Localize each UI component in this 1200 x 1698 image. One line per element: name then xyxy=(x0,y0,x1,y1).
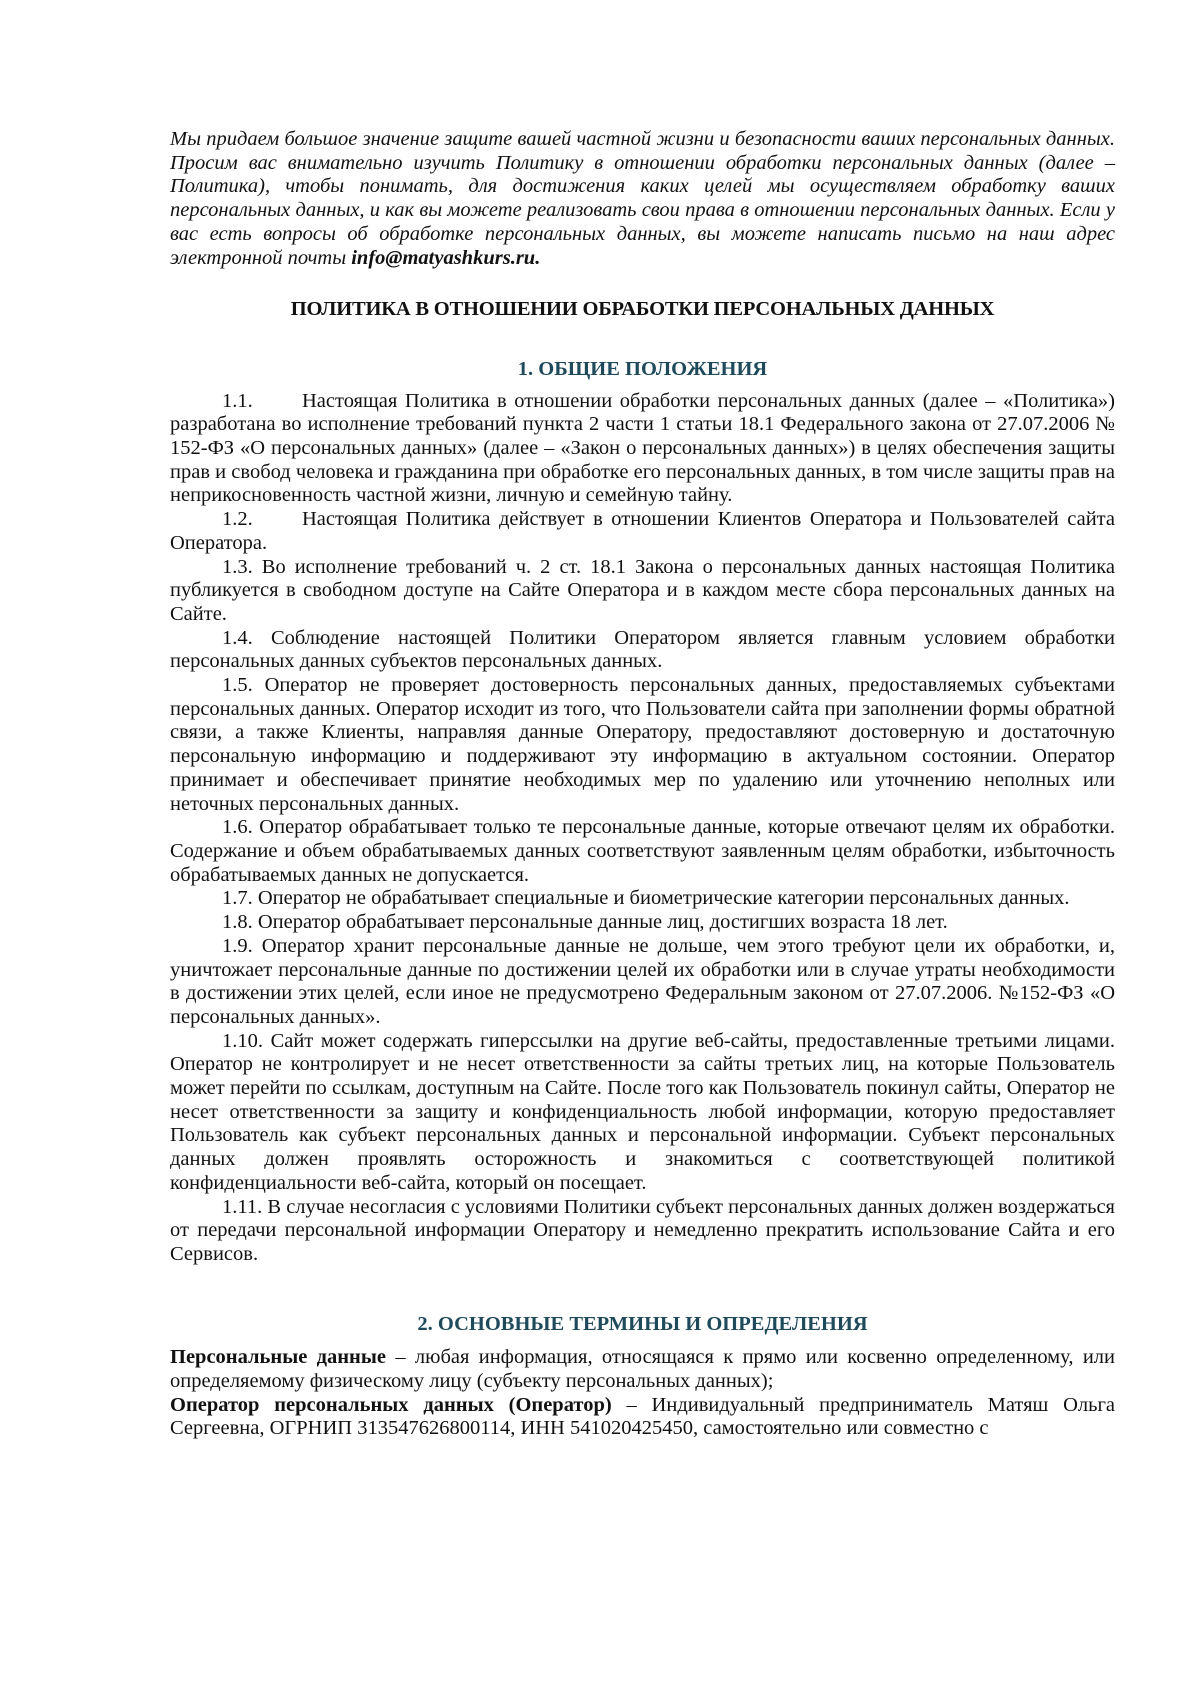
clause-text: Сайт может содержать гиперссылки на другие веб-сайты, предоставленные третьими лицами. Оператор не контролирует и не несет ответственности за сайты третьих лиц, на которые Пользователь может перейти по ссылкам, доступным на Сайте. После того как Пользователь покинул сайты, Оператор не несет ответственности за защиту и конфиденциальность любой информации, которую предоставляет Пользователь как субъект персональных данных и персональной информации. Субъект персональных данных должен проявлять осторожность и знакомиться с соответствующей политикой конфиденциальности веб-сайта, который он посещает. xyxy=(170,1029,1116,1194)
clause-text: Во исполнение требований ч. 2 ст. 18.1 Закона о персональных данных настоящая Политика публикуется в свободном доступе на Сайте Оператора и в каждом месте сбора персональных данных на Сайте. xyxy=(170,555,1116,625)
clause-text: Оператор не обрабатывает специальные и биометрические категории персональных данных. xyxy=(257,887,1070,910)
clause-1-8 xyxy=(170,911,1115,935)
clause-number: 1.11. xyxy=(222,1195,263,1218)
clause-number: 1.6. xyxy=(222,816,253,839)
clause-text: Оператор обрабатывает персональные данные лиц, достигших возраста 18 лет. xyxy=(257,911,948,934)
document-title: ПОЛИТИКА В ОТНОШЕНИИ ОБРАБОТКИ ПЕРСОНАЛЬНЫХ ДАННЫХ xyxy=(290,298,995,321)
clause-text: Соблюдение настоящей Политики Оператором является главным условием обработки персональных данных субъектов персональных данных. xyxy=(170,626,1116,673)
clause-1-11 xyxy=(170,1196,1115,1267)
term-name: Оператор персональных данных (Оператор) xyxy=(170,1393,612,1416)
clause-number: 1.7. xyxy=(222,887,253,910)
clause-text: Настоящая Политика в отношении обработки персональных данных (далее – «Политика») разработана во исполнение требований пункта 2 части 1 статьи 18.1 Федерального закона от 27.07.2006 № 152-ФЗ «О персональных данных» (далее – «Закон о персональных данных») в целях обеспечения защиты прав и свобод человека и гражданина при обработке его персональных данных, в том числе защиты прав на неприкосновенность частной жизни, личную и семейную тайну. xyxy=(170,389,1115,507)
clause-1-1 xyxy=(170,390,1115,509)
section-2-heading: 2. ОСНОВНЫЕ ТЕРМИНЫ И ОПРЕДЕЛЕНИЯ xyxy=(417,1312,868,1335)
term-personal-data xyxy=(170,1346,1115,1393)
clause-text: В случае несогласия с условиями Политики субъект персональных данных должен воздержаться от передачи персональной информации Оператору и немедленно прекратить использование Сайта и его Сервисов. xyxy=(170,1195,1115,1265)
clause-1-9 xyxy=(170,935,1115,1030)
clause-text: Оператор обрабатывает только те персональные данные, которые отвечают целям их обработки. Содержание и объем обрабатываемых данных соответствуют заявленным целям обработки, избыточность обрабатываемых данных не допускается. xyxy=(170,816,1116,886)
clause-number: 1.4. xyxy=(222,626,253,649)
clause-number: 1.8. xyxy=(222,911,253,934)
term-definition: – Индивидуальный предприниматель Матяш Ольга Сергеевна, ОГРНИП 313547626800114, ИНН 541020425450, самостоятельно или совместно с xyxy=(170,1393,1115,1440)
intro-paragraph xyxy=(170,128,1115,270)
clause-1-6 xyxy=(170,816,1115,887)
clause-number: 1.1. xyxy=(222,389,253,412)
clause-1-3 xyxy=(170,556,1115,627)
clause-number: 1.2. xyxy=(222,508,253,531)
clause-1-4 xyxy=(170,627,1115,674)
clause-1-10 xyxy=(170,1030,1115,1196)
clause-text: Настоящая Политика действует в отношении Клиентов Оператора и Пользователей сайта Оператора. xyxy=(170,508,1115,554)
term-operator xyxy=(170,1394,1115,1441)
clause-1-7 xyxy=(170,887,1115,911)
term-name: Персональные данные xyxy=(170,1346,386,1369)
document-page xyxy=(170,128,1115,1441)
clause-text: Оператор не проверяет достоверность персональных данных, предоставляемых субъектами персональных данных. Оператор исходит из того, что Пользователи сайта при заполнении формы обратной связи, а также Клиенты, направляя данные Оператору, предоставляют достоверную и достаточную персональную информацию и поддерживают эту информацию в актуальном состоянии. Оператор принимает и обеспечивает принятие необходимых мер по удалению или уточнению неполных или неточных персональных данных. xyxy=(170,674,1115,815)
contact-email-link[interactable]: info@matyashkurs.ru. xyxy=(351,246,541,269)
term-definition: – любая информация, относящаяся к прямо или косвенно определенному, или определяемому физическому лицу (субъекту персональных данных); xyxy=(170,1346,1115,1393)
clause-number: 1.3. xyxy=(222,555,253,578)
clause-1-2 xyxy=(170,508,1115,555)
section-1-heading: 1. ОБЩИЕ ПОЛОЖЕНИЯ xyxy=(517,357,768,380)
clause-text: Оператор хранит персональные данные не дольше, чем этого требуют цели их обработки, и, уничтожает персональные данные по достижении целей их обработки или в случае утраты необходимости в достижении этих целей, если иное не предусмотрено Федеральным законом от 27.07.2006. №152-ФЗ «О персональных данных». xyxy=(170,934,1115,1028)
clause-number: 1.9. xyxy=(222,934,253,957)
clause-number: 1.5. xyxy=(222,674,253,697)
clause-1-5 xyxy=(170,674,1115,816)
intro-text: Мы придаем большое значение защите вашей частной жизни и безопасности ваших персональных данных. Просим вас внимательно изучить Политику в отношении обработки персональных данных (далее – Политика), чтобы понимать, для достижения каких целей мы осуществляем обработку ваших персональных данных, и как вы можете реализовать свои права в отношении персональных данных. Если у вас есть вопросы об обработке персональных данных, вы можете написать письмо на наш адрес электронной почты xyxy=(170,128,1115,269)
clause-number: 1.10. xyxy=(222,1029,263,1052)
